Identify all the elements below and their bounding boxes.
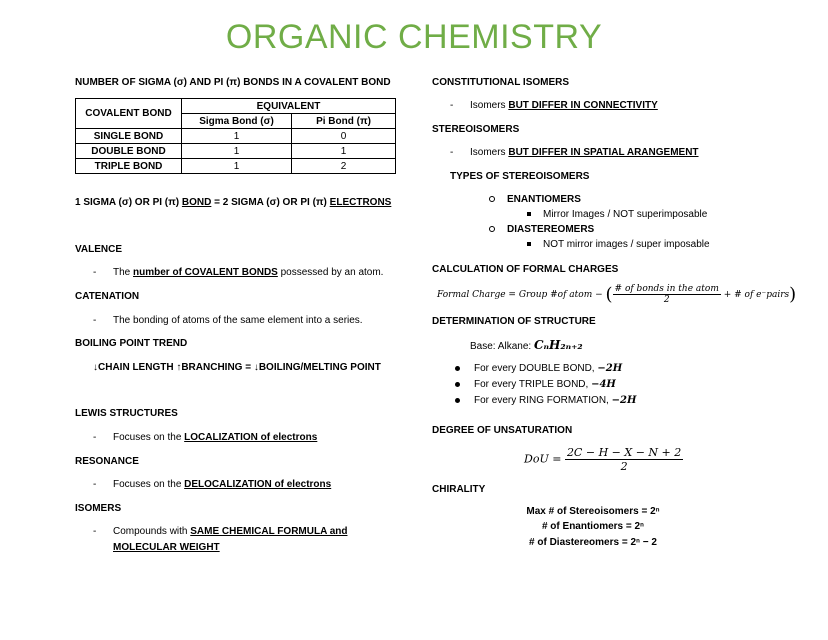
cell-pi: 0	[292, 129, 396, 144]
formal-denominator: 2	[663, 295, 670, 305]
cell-bond: DOUBLE BOND	[76, 144, 182, 159]
lewis-line	[93, 432, 317, 443]
col-header-sigma: Sigma Bond (σ)	[182, 114, 292, 129]
constitutional-heading: CONSTITUTIONAL ISOMERS	[432, 77, 570, 88]
cell-bond: TRIPLE BOND	[76, 159, 182, 174]
constitutional-pre: Isomers	[470, 100, 509, 111]
constitutional-line	[450, 100, 658, 111]
table-row	[76, 129, 396, 144]
cell-sigma: 1	[182, 159, 292, 174]
table-row	[76, 144, 396, 159]
formal-rhs: + # of e⁻pairs	[723, 290, 790, 300]
dou-denominator: 2	[620, 460, 628, 473]
unsaturation-formula	[524, 446, 683, 473]
electrons-part2: = 2 SIGMA (σ) OR PI (π)	[211, 197, 330, 208]
resonance-heading: RESONANCE	[75, 456, 139, 467]
covalent-bond-table	[75, 98, 396, 174]
formal-lhs: Formal Charge = Group #of atom −	[437, 290, 603, 300]
valence-line	[93, 267, 383, 278]
stereoisomers-pre: Isomers	[470, 147, 509, 158]
catenation-text: The bonding of atoms of the same element into a series.	[113, 315, 363, 326]
types-heading: TYPES OF STEREOISOMERS	[450, 171, 590, 182]
cell-bond: SINGLE BOND	[76, 129, 182, 144]
chirality-line-2: # of Enantiomers = 2ⁿ	[541, 521, 645, 532]
boiling-trend: ↓CHAIN LENGTH ↑BRANCHING = ↓BOILING/MELTING POINT	[93, 362, 381, 373]
col-header-equivalent: EQUIVALENT	[182, 99, 396, 114]
lewis-underlined: LOCALIZATION of electrons	[184, 432, 318, 443]
page-title: ORGANIC CHEMISTRY	[225, 18, 603, 56]
stereoisomers-heading: STEREOISOMERS	[432, 124, 520, 135]
dash: -	[93, 315, 97, 326]
structure-base	[470, 338, 583, 352]
lewis-heading: LEWIS STRUCTURES	[75, 408, 178, 419]
square-bullet-icon	[527, 212, 531, 216]
table-row	[76, 159, 396, 174]
isomers-underlined-2: MOLECULAR WEIGHT	[113, 542, 220, 553]
constitutional-underlined: BUT DIFFER IN CONNECTIVITY	[508, 100, 658, 111]
cell-pi: 2	[292, 159, 396, 174]
formal-charge-heading: CALCULATION OF FORMAL CHARGES	[432, 264, 619, 275]
valence-pre: The	[113, 267, 134, 278]
enantiomers-desc-text: Mirror Images / NOT superimposable	[543, 209, 708, 220]
diastereomers-desc	[527, 239, 710, 250]
enantiomers-item	[489, 194, 581, 205]
circle-bullet-icon	[489, 196, 495, 202]
chirality-heading: CHIRALITY	[432, 484, 486, 495]
formal-fraction	[613, 284, 721, 305]
col-header-pi: Pi Bond (π)	[292, 114, 396, 129]
square-bullet-icon	[527, 242, 531, 246]
formal-charge-formula	[437, 284, 796, 305]
dash: -	[450, 100, 454, 111]
col-header-covalent-bond: COVALENT BOND	[76, 99, 182, 129]
dou-numerator: 2C − H − X − N + 2	[566, 446, 682, 459]
resonance-line	[93, 479, 331, 490]
isomers-line-2	[113, 542, 220, 553]
enantiomers-label: ENANTIOMERS	[507, 194, 581, 205]
dash: -	[450, 147, 454, 158]
dou-lhs: DoU =	[524, 452, 562, 466]
structure-item-text: For every RING FORMATION,	[474, 395, 612, 406]
structure-heading: DETERMINATION OF STRUCTURE	[432, 316, 596, 327]
bullet-icon	[455, 398, 460, 403]
valence-underlined: number of COVALENT BONDS	[133, 267, 278, 278]
circle-bullet-icon	[489, 226, 495, 232]
stereoisomers-underlined: BUT DIFFER IN SPATIAL ARANGEMENT	[508, 147, 699, 158]
electrons-line	[75, 197, 391, 208]
structure-item-text: For every TRIPLE BOND,	[474, 379, 592, 390]
valence-post: possessed by an atom.	[277, 267, 384, 278]
chirality-line-3: # of Diastereomers = 2ⁿ − 2	[529, 537, 657, 548]
boiling-heading: BOILING POINT TREND	[75, 338, 188, 349]
lewis-pre: Focuses on the	[113, 432, 185, 443]
diastereomers-item	[489, 224, 594, 235]
catenation-line	[93, 315, 363, 326]
cell-sigma: 1	[182, 129, 292, 144]
bullet-icon	[455, 382, 460, 387]
cell-sigma: 1	[182, 144, 292, 159]
enantiomers-desc	[527, 209, 707, 220]
dou-fraction	[565, 446, 683, 473]
catenation-heading: CATENATION	[75, 291, 140, 302]
electrons-underlined: ELECTRONS	[329, 197, 392, 208]
isomers-pre: Compounds with	[113, 526, 191, 537]
isomers-underlined-1: SAME CHEMICAL FORMULA and	[190, 526, 348, 537]
base-label: Base: Alkane:	[470, 341, 534, 352]
structure-item-text: For every DOUBLE BOND,	[474, 363, 598, 374]
dash: -	[93, 432, 97, 443]
bond-underlined: BOND	[181, 197, 212, 208]
resonance-pre: Focuses on the	[113, 479, 185, 490]
stereoisomers-line	[450, 147, 699, 158]
isomers-heading: ISOMERS	[75, 503, 122, 514]
chirality-line-1: Max # of Stereoisomers = 2ⁿ	[526, 506, 660, 517]
sigma-pi-heading: NUMBER OF SIGMA (σ) AND PI (π) BONDS IN A COVALENT BOND	[75, 77, 391, 88]
resonance-underlined: DELOCALIZATION of electrons	[184, 479, 332, 490]
open-paren-icon: (	[605, 284, 613, 305]
structure-item-math: −2H	[611, 395, 637, 406]
dash: -	[93, 526, 97, 537]
dash: -	[93, 479, 97, 490]
electrons-part1: 1 SIGMA (σ) OR PI (π)	[75, 197, 182, 208]
unsaturation-heading: DEGREE OF UNSATURATION	[432, 425, 573, 436]
isomers-line	[93, 526, 347, 537]
dash: -	[93, 267, 97, 278]
formal-numerator: # of bonds in the atom	[614, 284, 719, 294]
diastereomers-desc-text: NOT mirror images / super imposable	[543, 239, 710, 250]
valence-heading: VALENCE	[75, 244, 123, 255]
cell-pi: 1	[292, 144, 396, 159]
structure-item-math: −2H	[597, 363, 623, 374]
list-item	[455, 379, 616, 390]
diastereomers-label: DIASTEREOMERS	[507, 224, 595, 235]
close-paren-icon: )	[789, 284, 797, 305]
structure-item-math: −4H	[591, 379, 616, 390]
list-item	[455, 363, 622, 374]
base-formula: CₙH₂ₙ₊₂	[533, 338, 583, 352]
list-item	[455, 395, 636, 406]
bullet-icon	[455, 366, 460, 371]
